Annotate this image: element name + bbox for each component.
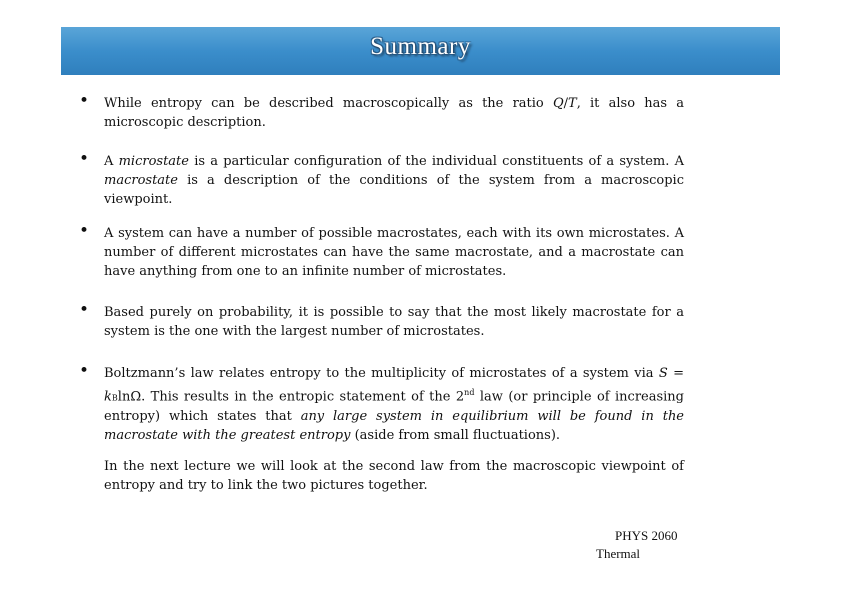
- footer-subject: Thermal: [596, 546, 641, 561]
- title-banner: [61, 27, 780, 75]
- page-title: Summary: [370, 33, 471, 60]
- bullet-text: While entropy can be described macroscopically as the ratio Q/T, it also has a microscopic description.: [104, 96, 684, 130]
- footer: [596, 527, 716, 563]
- footer-course: PHYS 2060: [615, 528, 678, 543]
- bullet-icon: •: [79, 300, 90, 320]
- bullet-text: A system can have a number of possible macrostates, each with its own microstates. A number of different microstates can have the same macrostate, and a macrostate can have anything from one to an infinite number of microstates.: [104, 226, 684, 279]
- bullet-text: Boltzmann’s law relates entropy to the multiplicity of microstates of a system via S = kBlnΩ. This results in the entropic statement of the 2nd law (or principle of increasing entropy) which states that any large system in equilibrium will be found in the macrostate with the greatest entropy (aside from small fluctuations).: [104, 366, 685, 444]
- bullet-text: A microstate is a particular configuration of the individual constituents of a system. A macrostate is a description of the conditions of the system from a macroscopic viewpoint.: [104, 154, 684, 207]
- bullet-icon: •: [79, 149, 90, 169]
- bullet-text: Based purely on probability, it is possible to say that the most likely macrostate for a system is the one with the largest number of microstates.: [104, 305, 684, 339]
- bullet-icon: •: [79, 91, 90, 111]
- bullet-icon: •: [79, 221, 90, 241]
- closing-text: In the next lecture we will look at the second law from the macroscopic viewpoint of entropy and try to link the two pictures together.: [104, 459, 684, 493]
- bullet-icon: •: [79, 361, 90, 381]
